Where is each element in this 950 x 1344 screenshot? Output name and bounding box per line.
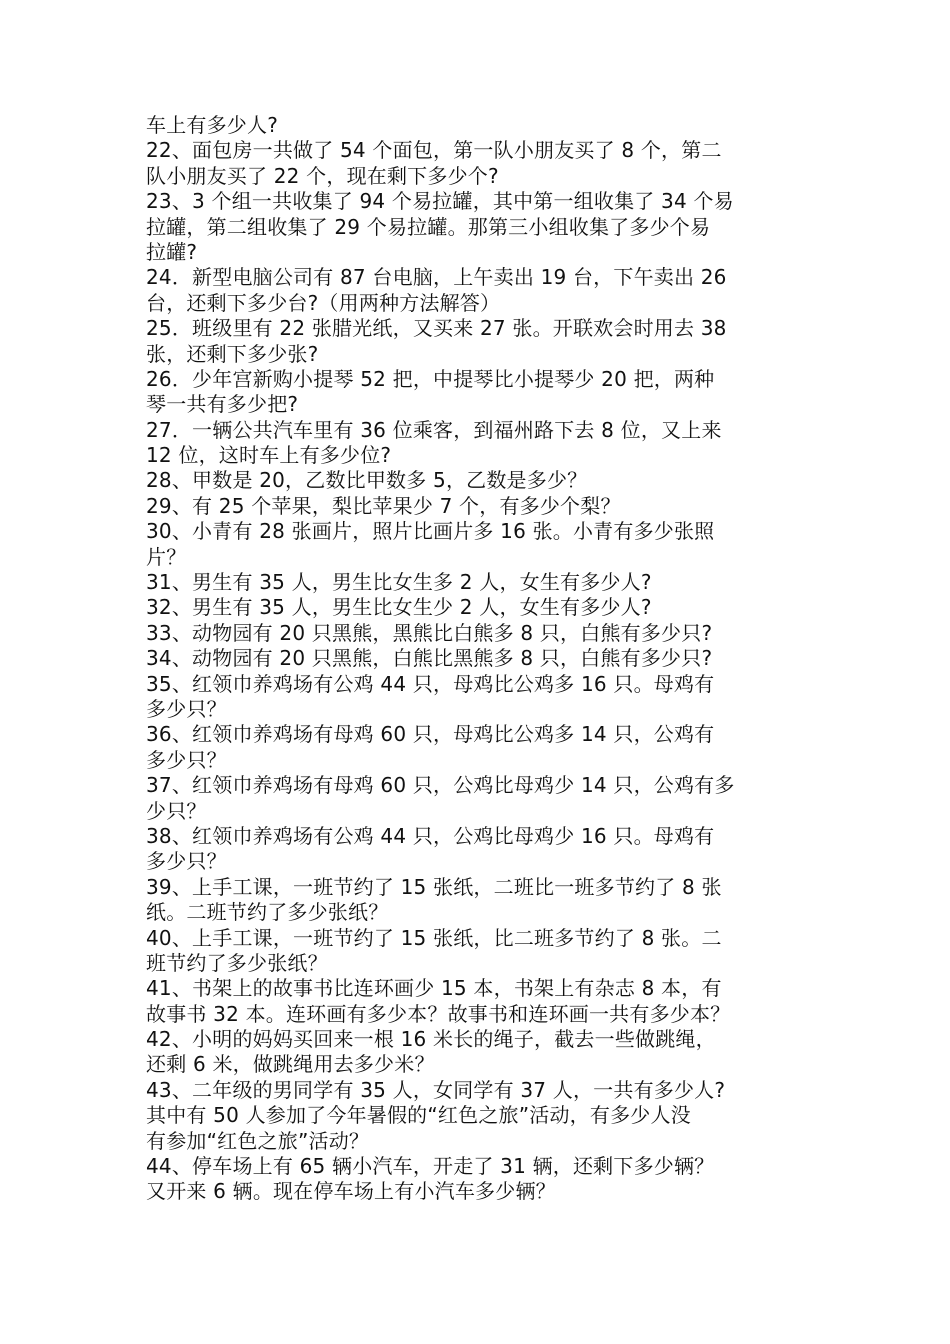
text-line: 38、红领巾养鸡场有公鸡 44 只，公鸡比母鸡少 16 只。母鸡有 [146,823,715,848]
text-line: 张，还剩下多少张? [146,341,319,366]
text-line: 还剩 6 米，做跳绳用去多少米？ [146,1052,435,1077]
text-line: 37、红领巾养鸡场有母鸡 60 只，公鸡比母鸡少 14 只，公鸡有多 [146,773,735,798]
problem-text-block [146,113,826,1205]
text-line: 有参加“红色之旅”活动？ [146,1128,370,1153]
text-line: 32、男生有 35 人，男生比女生少 2 人，女生有多少人? [146,595,652,620]
text-line: 26．少年宫新购小提琴 52 把，中提琴比小提琴少 20 把，两种 [146,366,715,391]
text-line: 29、有 25 个苹果，梨比苹果少 7 个，有多少个梨？ [146,493,621,518]
text-line: 少只？ [146,798,207,823]
text-line: 多少只？ [146,849,227,874]
text-line: 42、小明的妈妈买回来一根 16 米长的绳子，截去一些做跳绳， [146,1027,716,1052]
text-line: 拉罐，第二组收集了 29 个易拉罐。那第三小组收集了多少个易 [146,214,711,239]
text-line: 28、甲数是 20，乙数比甲数多 5，乙数是多少？ [146,468,588,493]
text-line: 39、上手工课，一班节约了 15 张纸，二班比一班多节约了 8 张 [146,874,722,899]
text-line: 又开来 6 辆。现在停车场上有小汽车多少辆？ [146,1179,556,1204]
text-line: 30、小青有 28 张画片，照片比画片多 16 张。小青有多少张照 [146,519,715,544]
text-line: 琴一共有多少把? [146,392,299,417]
text-line: 40、上手工课，一班节约了 15 张纸，比二班多节约了 8 张。二 [146,925,722,950]
text-line: 其中有 50 人参加了今年暑假的“红色之旅”活动，有多少人没 [146,1103,691,1128]
text-line: 23、3 个组一共收集了 94 个易拉罐，其中第一组收集了 34 个易 [146,189,734,214]
text-line: 纸。二班节约了多少张纸？ [146,900,389,925]
text-line: 多少只？ [146,696,227,721]
text-line: 44、停车场上有 65 辆小汽车，开走了 31 辆，还剩下多少辆？ [146,1154,715,1179]
text-line: 34、动物园有 20 只黑熊，白熊比黑熊多 8 只，白熊有多少只? [146,646,713,671]
text-line: 35、红领巾养鸡场有公鸡 44 只，母鸡比公鸡多 16 只。母鸡有 [146,671,715,696]
text-line: 片？ [146,544,187,569]
text-line: 36、红领巾养鸡场有母鸡 60 只，母鸡比公鸡多 14 只，公鸡有 [146,722,715,747]
text-line: 24．新型电脑公司有 87 台电脑，上午卖出 19 台，下午卖出 26 [146,265,727,290]
text-line: 31、男生有 35 人，男生比女生多 2 人，女生有多少人? [146,570,652,595]
text-line: 27．一辆公共汽车里有 36 位乘客，到福州路下去 8 位，又上来 [146,417,722,442]
text-line: 拉罐? [146,239,198,264]
text-line: 25．班级里有 22 张腊光纸，又买来 27 张。开联欢会时用去 38 [146,316,727,341]
text-line: 队小朋友买了 22 个，现在剩下多少个? [146,163,499,188]
text-line: 43、二年级的男同学有 35 人，女同学有 37 人，一共有多少人? [146,1077,726,1102]
text-line: 车上有多少人? [146,113,279,137]
text-line: 22、面包房一共做了 54 个面包，第一队小朋友买了 8 个，第二 [146,138,722,163]
text-line: 台，还剩下多少台?（用两种方法解答） [146,290,501,315]
text-line: 33、动物园有 20 只黑熊，黑熊比白熊多 8 只，白熊有多少只? [146,620,713,645]
text-line: 班节约了多少张纸？ [146,950,328,975]
text-line: 41、书架上的故事书比连环画少 15 本，书架上有杂志 8 本，有 [146,976,722,1001]
text-line: 故事书 32 本。连环画有多少本？故事书和连环画一共有多少本？ [146,1001,731,1026]
text-line: 12 位，这时车上有多少位? [146,443,392,468]
text-line: 多少只？ [146,747,227,772]
